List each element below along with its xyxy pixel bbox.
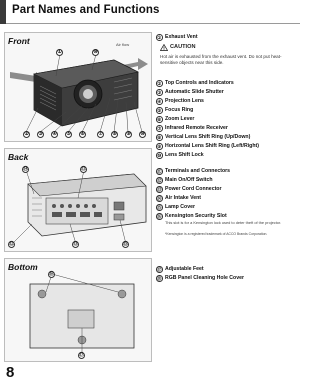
front-projector-illustration — [6, 46, 152, 140]
part-item — [156, 168, 296, 176]
back-projector-illustration — [6, 164, 152, 250]
part-number: ② — [157, 81, 162, 86]
bottom-callout-17: ⑰ — [79, 353, 84, 358]
title-bar — [0, 0, 300, 24]
part-label: RGB Panel Cleaning Hole Cover — [165, 275, 244, 281]
part-label: Horizontal Lens Shift Ring (Left/Right) — [165, 143, 259, 149]
part-label: Main On/Off Switch — [165, 177, 213, 183]
part-label: Exhaust Vent — [165, 34, 198, 40]
part-label: Terminals and Connectors — [165, 168, 231, 174]
part-number: ⑰ — [157, 267, 162, 272]
part-label: Lens Shift Lock — [165, 152, 204, 158]
caution-text: Hot air is exhausted from the exhaust vent. Do not put heat-sensitive objects near this side. — [160, 54, 282, 65]
part-number: ⑬ — [157, 187, 162, 192]
part-number: ⑯ — [157, 214, 162, 219]
front-callout-5: ⑤ — [66, 132, 71, 137]
part-number: ⑪ — [157, 169, 162, 174]
bottom-callout-16: ⑯ — [49, 272, 54, 277]
part-label: Vertical Lens Shift Ring (Up/Down) — [165, 134, 251, 140]
front-callout-6: ⑥ — [80, 132, 85, 137]
air-flow-label: Air flow — [116, 42, 130, 47]
part-item — [156, 275, 296, 283]
back-callout-11: ⑪ — [81, 167, 86, 172]
front-callout-2: ② — [24, 132, 29, 137]
part-number: ⑱ — [157, 276, 162, 281]
part-label: Infrared Remote Receiver — [165, 125, 228, 131]
page-number: 8 — [6, 364, 15, 381]
bottom-projector-illustration — [6, 270, 152, 360]
front-callout-10-top: ⑩ — [93, 50, 98, 55]
part-number: ⑫ — [157, 178, 162, 183]
part-label: Focus Ring — [165, 107, 194, 113]
front-callout-10: ⑩ — [140, 132, 145, 137]
adjustable-foot-left — [38, 290, 46, 298]
part-item — [156, 152, 296, 160]
caution-box — [160, 44, 292, 74]
part-label: Top Controls and Indicators — [165, 80, 234, 86]
part-label: Adjustable Feet — [165, 266, 204, 272]
part-number: ① — [157, 35, 162, 40]
part-item — [156, 89, 296, 97]
front-callout-1: ① — [57, 50, 62, 55]
front-callout-9: ⑨ — [126, 132, 131, 137]
back-callout-13: ⑬ — [73, 242, 78, 247]
title-tab-marker — [0, 0, 6, 24]
part-number: ⑮ — [157, 205, 162, 210]
part-item — [156, 186, 296, 194]
part-item — [156, 80, 296, 88]
part-label: Zoom Lever — [165, 116, 195, 122]
part-item — [156, 177, 296, 185]
part-item — [156, 143, 296, 151]
main-switch — [114, 214, 124, 220]
part-label: Automatic Slide Shutter — [165, 89, 224, 95]
part-number: ⑨ — [157, 144, 162, 149]
adjustable-foot-right — [118, 290, 126, 298]
power-cord-connector — [114, 202, 124, 210]
front-callout-4: ④ — [52, 132, 57, 137]
front-callout-7: ⑦ — [98, 132, 103, 137]
part-item — [156, 266, 296, 274]
back-callout-12: ⑫ — [9, 242, 14, 247]
part-label: Projection Lens — [165, 98, 204, 104]
part-number: ③ — [157, 90, 162, 95]
back-callout-15: ⑮ — [123, 242, 128, 247]
part-item — [156, 204, 296, 212]
warning-triangle-icon — [160, 44, 168, 51]
front-heading: Front — [8, 36, 30, 46]
caution-title: CAUTION — [170, 44, 196, 50]
page-title: Part Names and Functions — [12, 4, 160, 16]
terminal-panel — [46, 198, 108, 224]
part-item — [156, 98, 296, 106]
part-item — [156, 107, 296, 115]
part-number: ⑤ — [157, 108, 162, 113]
front-callout-8: ⑧ — [112, 132, 117, 137]
part-number: ⑩ — [157, 153, 162, 158]
part-label: Lamp Cover — [165, 204, 195, 210]
part-item — [156, 116, 296, 124]
part-label: Kensington Security Slot — [165, 213, 227, 219]
projection-lens-glass — [83, 89, 93, 99]
part-number: ④ — [157, 99, 162, 104]
front-callout-3: ③ — [38, 132, 43, 137]
part-item — [156, 125, 296, 133]
part-number: ⑥ — [157, 117, 162, 122]
kensington-note: This slot is for a Kensington lock used to deter theft of the projector. — [165, 220, 282, 225]
part-label: Power Cord Connector — [165, 186, 222, 192]
bottom-heading: Bottom — [8, 262, 38, 272]
part-number: ⑭ — [157, 196, 162, 201]
back-heading: Back — [8, 152, 29, 162]
part-label: Air Intake Vent — [165, 195, 202, 201]
cleaning-hole-cover — [68, 310, 94, 328]
part-number: ⑦ — [157, 126, 162, 131]
back-callout-14: ⑭ — [23, 167, 28, 172]
part-number: ⑧ — [157, 135, 162, 140]
part-item — [156, 195, 296, 203]
part-item — [156, 34, 296, 42]
part-item — [156, 134, 296, 142]
kensington-trademark-note: *Kensington is a registered trademark of ACCO Brands Corporation. — [165, 232, 268, 236]
